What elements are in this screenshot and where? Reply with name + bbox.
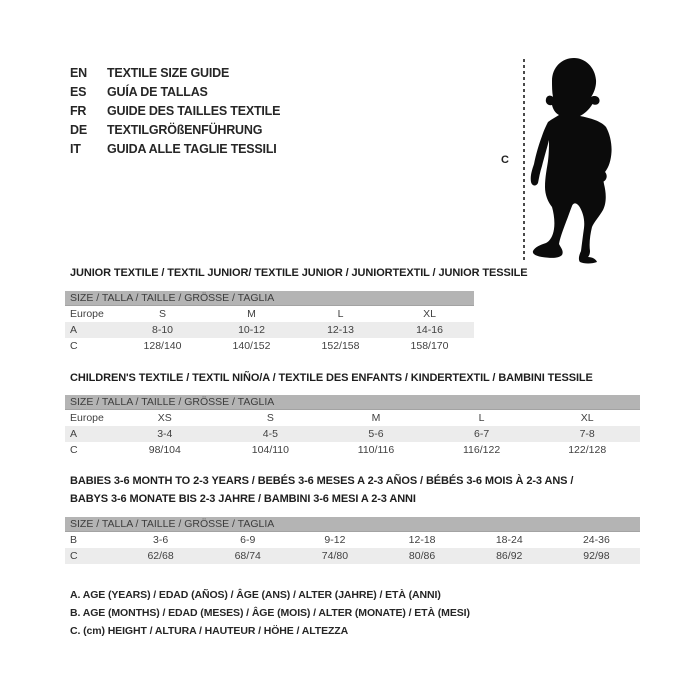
row-label: A (70, 324, 78, 336)
language-code: ES (70, 85, 87, 99)
table-cell: 62/68 (147, 550, 174, 562)
table-cell: 116/122 (463, 444, 501, 456)
size-table-babies (65, 517, 640, 564)
table-row (65, 410, 640, 426)
row-label: Europe (70, 412, 104, 424)
table-cell: 158/170 (410, 340, 449, 352)
table-cell: L (478, 412, 485, 424)
table-cell: XL (580, 412, 594, 424)
table-cell: 152/158 (321, 340, 360, 352)
table-cell: 110/116 (357, 444, 395, 456)
row-label: A (70, 428, 78, 440)
table-header-band: SIZE / TALLA / TAILLE / GRÖSSE / TAGLIA (65, 395, 640, 410)
language-label: GUÍA DE TALLAS (107, 85, 208, 99)
table-cell: 6-7 (474, 428, 490, 440)
footnote-b: B. AGE (MONTHS) / EDAD (MESES) / ÂGE (MOIS) / ALTER (MONATE) / ETÀ (MESI) (70, 607, 470, 619)
table-cell: M (247, 308, 256, 320)
table-cell: 14-16 (416, 324, 443, 336)
row-label: C (70, 340, 78, 352)
babies-table-title-line1: BABIES 3-6 MONTH TO 2-3 YEARS / BEBÉS 3-6 MESES A 2-3 AÑOS / BÉBÉS 3-6 MOIS À 2-3 ANS / (70, 475, 574, 487)
language-list (70, 64, 280, 159)
language-label: GUIDE DES TAILLES TEXTILE (107, 104, 281, 118)
table-cell: 18-24 (495, 534, 523, 546)
language-row (70, 140, 280, 159)
table-cell: 24-36 (582, 534, 610, 546)
row-label: C (70, 550, 78, 562)
table-cell: 92/98 (583, 550, 610, 562)
table-cell: S (158, 308, 166, 320)
children-table-title: CHILDREN'S TEXTILE / TEXTIL NIÑO/A / TEXTILE DES ENFANTS / KINDERTEXTIL / BAMBINI TESSILE (70, 372, 593, 384)
footnote-a: A. AGE (YEARS) / EDAD (AÑOS) / ÂGE (ANS) / ALTER (JAHRE) / ETÀ (ANNI) (70, 589, 441, 601)
table-cell: 9-12 (324, 534, 346, 546)
size-table-junior (65, 291, 474, 354)
table-cell: 122/128 (568, 444, 607, 456)
table-cell: 104/110 (251, 444, 289, 456)
footnotes (70, 586, 470, 640)
row-label: Europe (70, 308, 104, 320)
table-header-band: SIZE / TALLA / TAILLE / GRÖSSE / TAGLIA (65, 517, 640, 532)
table-cell: 8-10 (151, 324, 173, 336)
height-dashed-line (523, 59, 525, 261)
table-cell: 10-12 (238, 324, 265, 336)
table-cell: 128/140 (143, 340, 182, 352)
height-label: C (501, 154, 509, 166)
table-header-band: SIZE / TALLA / TAILLE / GRÖSSE / TAGLIA (65, 291, 474, 306)
language-label: TEXTILE SIZE GUIDE (107, 66, 230, 80)
language-row (70, 64, 280, 83)
table-cell: 7-8 (579, 428, 595, 440)
table-cell: XS (157, 412, 172, 424)
footnote-c: C. (cm) HEIGHT / ALTURA / HAUTEUR / HÖHE / ALTEZZA (70, 625, 349, 637)
table-cell: S (266, 412, 274, 424)
table-cell: 68/74 (234, 550, 261, 562)
table-cell: 80/86 (408, 550, 436, 562)
table-row (65, 338, 474, 354)
table-cell: 5-6 (368, 428, 384, 440)
babies-table-title-line2: BABYS 3-6 MONATE BIS 2-3 JAHRE / BAMBINI 3-6 MESI A 2-3 ANNI (70, 493, 416, 505)
table-row (65, 306, 474, 322)
language-label: GUIDA ALLE TAGLIE TESSILI (107, 142, 277, 156)
language-code: FR (70, 104, 87, 118)
table-row (65, 548, 640, 564)
row-label: C (70, 444, 78, 456)
baby-silhouette-icon (528, 56, 623, 266)
table-cell: M (371, 412, 381, 424)
language-code: EN (70, 66, 87, 80)
junior-table-title: JUNIOR TEXTILE / TEXTIL JUNIOR/ TEXTILE JUNIOR / JUNIORTEXTIL / JUNIOR TESSILE (70, 267, 528, 279)
language-row (70, 83, 280, 102)
table-cell: XL (423, 308, 436, 320)
table-cell: 6-9 (240, 534, 256, 546)
table-cell: 12-18 (408, 534, 436, 546)
table-row (65, 442, 640, 458)
table-cell: 74/80 (321, 550, 349, 562)
table-cell: 140/152 (232, 340, 271, 352)
language-row (70, 102, 280, 121)
table-cell: L (337, 308, 344, 320)
table-row (65, 532, 640, 548)
table-cell: 3-4 (157, 428, 173, 440)
table-cell: 86/92 (496, 550, 523, 562)
size-table-children (65, 395, 640, 458)
table-cell: 3-6 (152, 534, 169, 546)
table-cell: 98/104 (148, 444, 181, 456)
table-cell: 4-5 (262, 428, 278, 440)
row-label: B (70, 534, 78, 546)
language-label: TEXTILGRÖßENFÜHRUNG (107, 123, 263, 137)
table-row (65, 426, 640, 442)
table-cell: 12-13 (327, 324, 354, 336)
language-code: IT (70, 142, 81, 156)
table-row (65, 322, 474, 338)
language-code: DE (70, 123, 87, 137)
language-row (70, 121, 280, 140)
